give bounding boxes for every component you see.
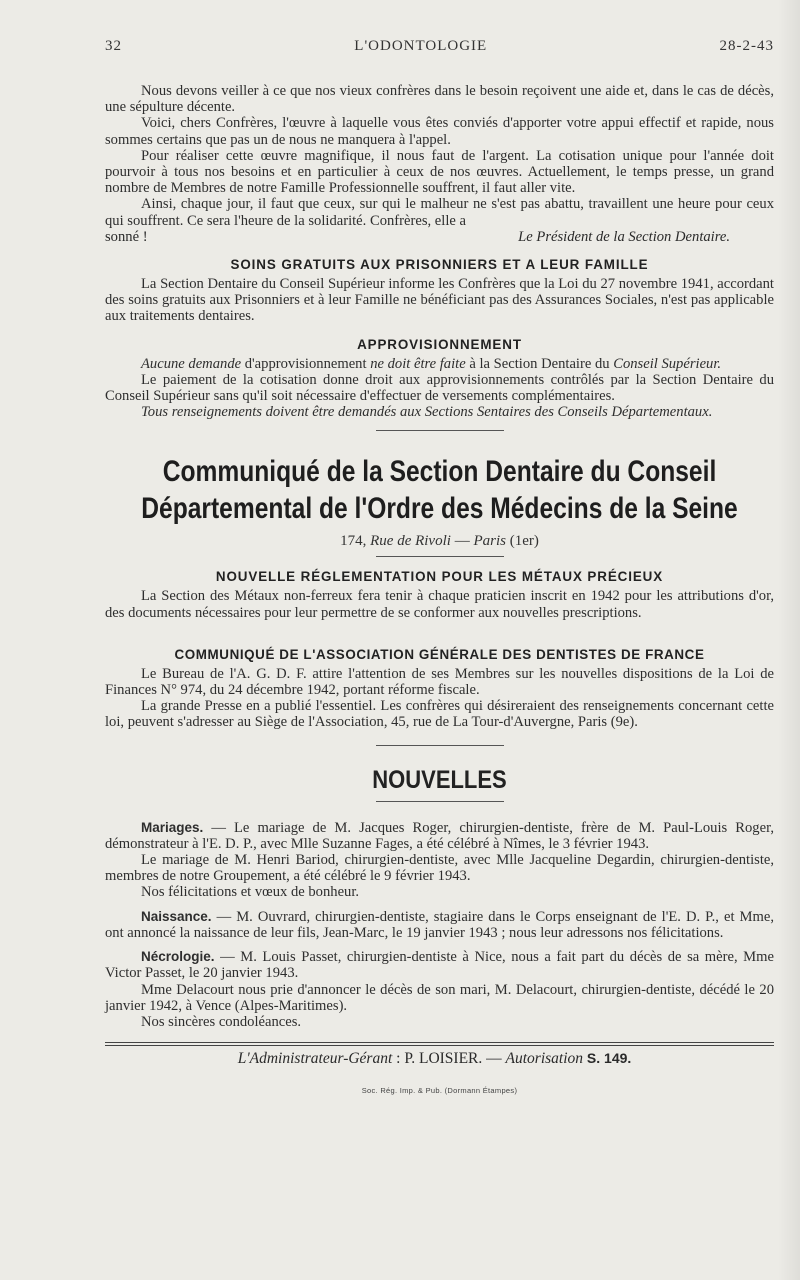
address-street: Rue de Rivoli xyxy=(370,533,451,550)
communique-title-line-1: Communiqué de la Section Dentaire du Conseil xyxy=(162,455,717,489)
running-head xyxy=(105,38,774,55)
nouvelles-section xyxy=(105,766,774,1030)
address-number: 174, xyxy=(340,533,367,550)
necrologie-paragraph-1 xyxy=(105,949,774,981)
footer-rule xyxy=(105,1042,774,1043)
intro-paragraph: Ainsi, chaque jour, il faut que ceux, sur qui le malheur ne s'est pas abattu, travaillent une heure pour ceux qui souffrent. Ce sera l'heure de la solidarité. Confrères, elle a xyxy=(105,196,774,229)
agdf-paragraph-1: Le Bureau de l'A. G. D. F. attire l'attention de ses Membres sur les nouvelles dispositions de la Loi de Finances N° 974, du 24 décembre 1942, portant réforme fiscale. xyxy=(105,665,774,699)
footer-auth-label: Autorisation xyxy=(505,1050,584,1068)
text-run: — M. Louis Passet, chirurgien-dentiste à Nice, nous a fait part du décès de sa mère, Mme Victor Passet, le 20 janvier 1943. xyxy=(105,949,774,982)
metaux-title: NOUVELLE RÉGLEMENTATION POUR LES MÉTAUX PRÉCIEUX xyxy=(215,569,664,585)
intro-paragraph: Nous devons veiller à ce que nos vieux confrères dans le besoin reçoivent une aide et, dans le cas de décès, une sépulture décente. xyxy=(105,83,774,116)
metaux-text: La Section des Métaux non-ferreux fera tenir à chaque praticien inscrit en 1942 pour les attributions d'or, des documents nécessaires pour leur permettre de se conformer aux nouvelles prescriptions. xyxy=(105,588,774,621)
section-divider xyxy=(376,745,504,746)
footer-auth-number: S. 149. xyxy=(586,1050,632,1067)
signature: Le Président de la Section Dentaire. xyxy=(518,228,730,245)
necrologie-label: Nécrologie. xyxy=(141,949,215,965)
italic-phrase: Aucune demande xyxy=(141,355,242,372)
footer-credit xyxy=(105,1050,774,1068)
footer-rule xyxy=(105,1045,774,1046)
nouvelles-underline xyxy=(376,801,504,802)
naissance-label: Naissance. xyxy=(141,908,212,924)
agdf-title: COMMUNIQUÉ DE L'ASSOCIATION GÉNÉRALE DES DENTISTES DE FRANCE xyxy=(174,646,705,662)
address-arrondissement: (1er) xyxy=(509,533,539,550)
mariages-paragraph-3: Nos félicitations et vœux de bonheur. xyxy=(141,884,360,901)
footer-dash: — xyxy=(482,1050,506,1068)
text-run: — M. Ouvrard, chirurgien-dentiste, stagiaire dans le Corps enseignant de l'E. D. P., et Mme, ont annoncé la naissance de leur fils, Jean-Marc, le 19 janvier 1943 ; nous leur adressons nos félicitations. xyxy=(105,908,774,941)
page-edge-shadow xyxy=(778,0,800,1280)
footer-role: L'Administrateur-Gérant xyxy=(237,1050,393,1068)
soins-text: La Section Dentaire du Conseil Supérieur informe les Confrères que la Loi du 27 novembre 1941, accordant des soins gratuits aux Prisonniers et à leur Famille ne bénéficiant pas des Assurances Sociales, n'est pas applicable aux traitements dentaires. xyxy=(105,276,774,325)
closing-text: sonné ! xyxy=(105,228,148,245)
soins-section xyxy=(105,257,774,325)
address-city: Paris xyxy=(473,533,506,550)
text-run: à la Section Dentaire du xyxy=(465,355,614,372)
approvisionnement-paragraph-3: Tous renseignements doivent être demandés aux Sections Sentaires des Conseils Départementaux. xyxy=(141,404,713,421)
necrologie-paragraph-2: Mme Delacourt nous prie d'annoncer le décès de son mari, M. Delacourt, chirurgien-dentiste, décédé le 20 janvier 1942, à Vence (Alpes-Maritimes). xyxy=(105,981,774,1014)
section-divider xyxy=(376,430,504,431)
issue-date: 28-2-43 xyxy=(719,38,774,54)
metaux-section xyxy=(105,569,774,620)
communique-address xyxy=(105,533,774,550)
approvisionnement-title: APPROVISIONNEMENT xyxy=(357,336,522,352)
signature-line xyxy=(105,229,774,245)
approvisionnement-paragraph-2: Le paiement de la cotisation donne droit aux approvisionnements contrôlés par la Section Dentaire du Conseil Supérieur sans qu'il soit nécessaire d'effectuer de versements complémentaires. xyxy=(105,371,774,405)
agdf-paragraph-2: La grande Presse en a publié l'essentiel. Les confrères qui désireraient des renseignements concernant cette loi, peuvent s'adresser au Siège de l'Association, 45, rue de La Tour-d'Auvergne, Paris (9e). xyxy=(105,698,774,731)
italic-phrase: ne doit être faite xyxy=(370,355,466,372)
mariages-label: Mariages. xyxy=(141,819,204,835)
soins-title: SOINS GRATUITS AUX PRISONNIERS ET A LEUR FAMILLE xyxy=(230,257,649,273)
nouvelles-title: NOUVELLES xyxy=(372,765,507,794)
communique-title-line-2: Départemental de l'Ordre des Médecins de la Seine xyxy=(141,492,738,526)
section-divider xyxy=(376,556,504,557)
mariages-paragraph-1 xyxy=(105,820,774,852)
approvisionnement-paragraph-1 xyxy=(105,356,774,372)
italic-phrase: Conseil Supérieur. xyxy=(613,355,722,372)
footer-name: P. LOISIER. xyxy=(404,1050,483,1068)
necrologie-paragraph-3: Nos sincères condoléances. xyxy=(141,1013,302,1030)
mariages-paragraph-2: Le mariage de M. Henri Bariod, chirurgien-dentiste, avec Mlle Jacqueline Degardin, chirurgien-dentiste, membres de notre Groupement, a été célébré le 9 février 1943. xyxy=(105,852,774,885)
intro-paragraph: Pour réaliser cette œuvre magnifique, il nous faut de l'argent. La cotisation unique pour l'année doit pourvoir à tous nos besoins et en particulier à ceux de nos œuvres. Actuellement, le temps presse, un grand nombre de Membres de notre Famille Professionnelle souffrent, il faut aller vite. xyxy=(105,147,774,197)
communique-section xyxy=(105,453,774,557)
intro-paragraph: Voici, chers Confrères, l'œuvre à laquelle vous êtes conviés d'apporter votre appui effectif et rapide, nous sommes certains que pas un de nous ne manquera à l'appel. xyxy=(105,115,774,148)
footer-colon: : xyxy=(392,1050,405,1068)
text-run: d'approvisionnement xyxy=(241,355,371,372)
text-run: — Le mariage de M. Jacques Roger, chirurgien-dentiste, frère de M. Paul-Louis Roger, démonstrateur à l'E. D. P., avec Mlle Suzanne Fages, a été célébré à Nîmes, le 3 février 1943. xyxy=(105,819,774,852)
page-number: 32 xyxy=(105,38,122,54)
journal-name: L'ODONTOLOGIE xyxy=(354,38,488,54)
printer-imprint: Soc. Rég. Imp. & Pub. (Dormann Étampes) xyxy=(361,1086,518,1096)
agdf-section xyxy=(105,647,774,746)
address-separator: — xyxy=(450,533,474,550)
naissance-paragraph xyxy=(105,909,774,941)
intro-section xyxy=(105,83,774,245)
communique-title xyxy=(116,453,763,527)
approvisionnement-section xyxy=(105,337,774,432)
